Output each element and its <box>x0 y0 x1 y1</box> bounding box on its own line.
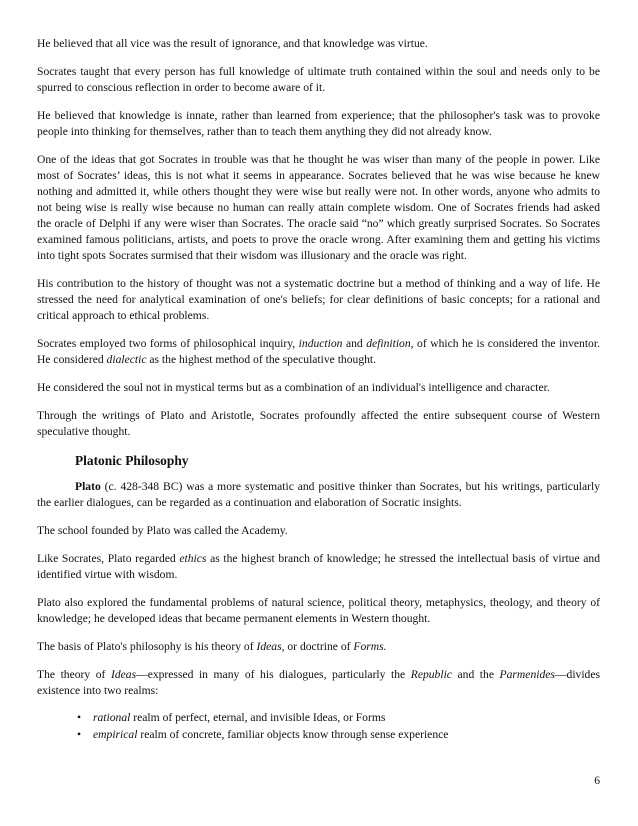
paragraph-contribution: His contribution to the history of thought was not a systematic doctrine but a method of thinking and a way of life. He stressed the need for analytical examination of one's beliefs; for clear definitions of basic concepts; for a rational and critical approach to ethical problems. <box>37 277 600 322</box>
term-ethics: ethics <box>179 552 207 565</box>
paragraph-oracle: One of the ideas that got Socrates in trouble was that he thought he was wiser than many of the people in power. Like most of Socrates’ ideas, this is not what it seems in appearance. Socrates believed that he was wise because he knew nothing and admitted it, while others thought they were wise but really were not. In other words, anyone who admits to not being wise is really wise because no human can really attain complete wisdom. One of Socrates friends had asked the oracle of Delphi if any were wiser than Socrates. The oracle said “no” which greatly surprised Socrates. So Socrates examined famous politicians, artists, and poets to prove the oracle wrong. After examining them and getting his victims into tight spots Socrates surmised that their wisdom was illusionary and the oracle was right. <box>37 153 600 262</box>
term-definition: definition <box>366 337 411 350</box>
paragraph-fundamental-problems: Plato also explored the fundamental problems of natural science, political theory, metaphysics, theology, and theory of knowledge; he developed ideas that became permanent elements in Western thought. <box>37 596 600 625</box>
text-run: realm of perfect, eternal, and invisible Ideas, or Forms <box>130 711 386 724</box>
page-number: 6 <box>594 774 600 787</box>
title-republic: Republic <box>410 668 452 681</box>
term-ideas: Ideas <box>110 668 137 681</box>
text-run: Socrates employed two forms of philosophical inquiry, <box>37 337 299 350</box>
paragraph-two-realms <box>37 667 600 699</box>
term-induction: induction <box>298 337 343 350</box>
realms-list <box>37 709 600 743</box>
bullet-icon: • <box>77 728 82 741</box>
text-run: (c. 428-348 BC) was a more systematic and positive thinker than Socrates, but his writings, particularly the earlier dialogues, can be regarded as a continuation and elaboration of Socratic insights. <box>37 480 600 509</box>
paragraph-ethics <box>37 551 600 583</box>
paragraph-inquiry <box>37 336 600 368</box>
term-rational: rational <box>93 711 131 724</box>
section-heading: Platonic Philosophy <box>75 453 189 468</box>
term-empirical: empirical <box>93 728 138 741</box>
paragraph-innate-knowledge: He believed that knowledge is innate, rather than learned from experience; that the philosopher's task was to provoke people into thinking for themselves, rather than to teach them anything they did not already know. <box>37 109 600 138</box>
paragraph-ultimate-truth: Socrates taught that every person has full knowledge of ultimate truth contained within the soul and needs only to be spurred to conscious reflection in order to become aware of it. <box>37 65 600 94</box>
text-run: —divides existence into two realms: <box>37 668 601 697</box>
paragraph-influence: Through the writings of Plato and Aristotle, Socrates profoundly affected the entire subsequent course of Western speculative thought. <box>37 409 600 438</box>
list-item <box>77 709 600 726</box>
text-run: and <box>342 337 367 350</box>
text-run: realm of concrete, familiar objects know through sense experience <box>137 728 449 741</box>
name-plato: Plato <box>75 480 101 493</box>
text-run: as the highest branch of knowledge; he stressed the intellectual basis of virtue and identified virtue with wisdom. <box>37 552 600 581</box>
text-run: The basis of Plato's philosophy is his theory of <box>37 640 257 653</box>
term-forms: Forms. <box>353 640 387 653</box>
page-content <box>37 36 600 743</box>
paragraph-vice: He believed that all vice was the result of ignorance, and that knowledge was virtue. <box>37 37 428 50</box>
text-run: Like Socrates, Plato regarded <box>37 552 180 565</box>
text-run: or doctrine of <box>284 640 354 653</box>
paragraph-academy: The school founded by Plato was called the Academy. <box>37 524 288 537</box>
bullet-icon: • <box>77 711 82 724</box>
text-run: , of which he is considered the inventor. He considered <box>37 337 600 366</box>
list-item <box>77 726 600 743</box>
paragraph-plato-intro <box>37 479 600 511</box>
text-run: as the highest method of the speculative thought. <box>146 353 377 366</box>
term-dialectic: dialectic <box>106 353 147 366</box>
text-run: and the <box>451 668 500 681</box>
term-ideas: Ideas, <box>256 640 285 653</box>
title-parmenides: Parmenides <box>499 668 555 681</box>
text-run: —expressed in many of his dialogues, particularly the <box>136 668 411 681</box>
paragraph-theory-basis <box>37 639 600 655</box>
text-run: The theory of <box>37 668 111 681</box>
paragraph-soul: He considered the soul not in mystical terms but as a combination of an individual's intelligence and character. <box>37 381 550 394</box>
